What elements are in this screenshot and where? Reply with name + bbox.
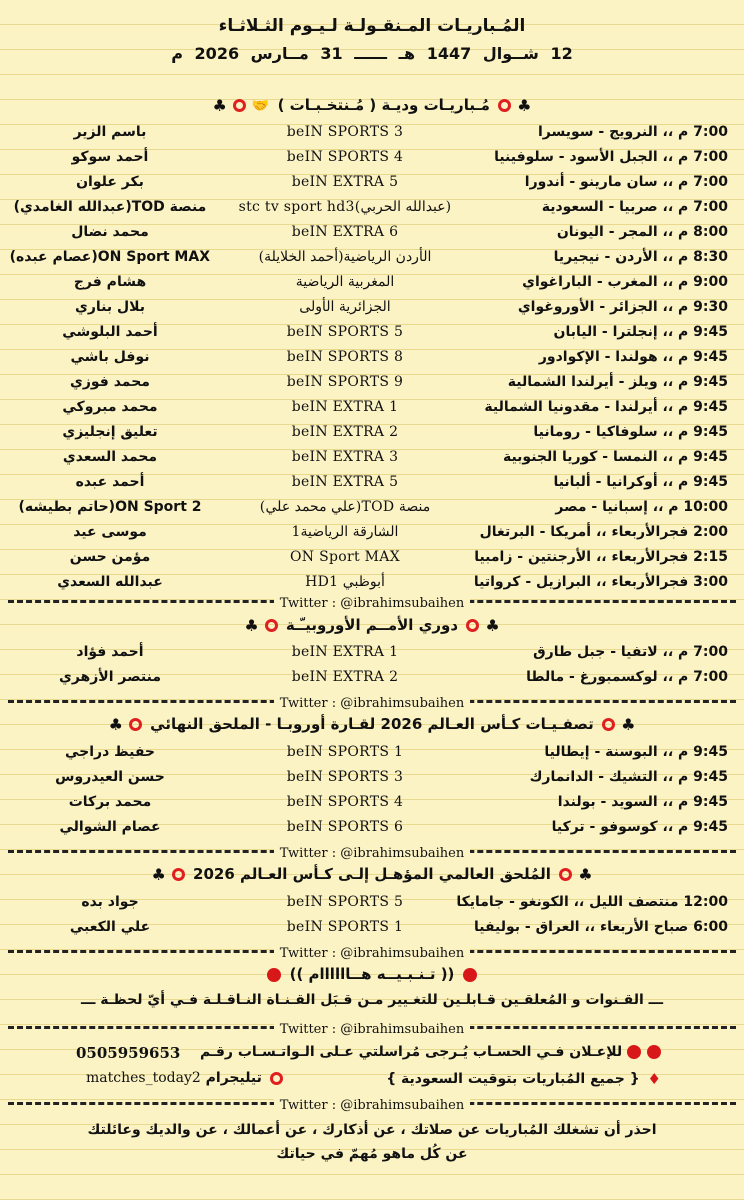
twitter-handle: Twitter : @ibrahimsubaihen [274,846,471,861]
match-cell: 7:00 م ،، الجبل الأسود - سلوفينيا [494,149,728,165]
match-cell: 8:30 م ،، الأردن - نيجيريا [553,249,728,265]
red-dot-icon [627,1045,641,1059]
red-circle-icon [498,99,511,112]
red-circle-icon [270,1072,283,1085]
red-dot-icon [267,968,281,982]
twitter-handle: Twitter : @ibrahimsubaihen [274,1022,471,1037]
red-circle-icon [602,718,615,731]
section-title: تصفـيـات كـأس العـالم 2026 لقـارة أوروبـا - الملحق النهائي [150,715,594,733]
channel-cell: منصة TOD(علي محمد علي) [259,499,431,515]
red-circle-icon [129,718,142,731]
match-cell: 2:15 فجرالأربعاء ،، الأرجنتين - زامبيا [474,549,728,565]
channel-cell: ON Sport MAX [290,549,400,565]
channel-cell: beIN SPORTS 5 [286,324,404,340]
red-dot-icon [647,1045,661,1059]
commentator-cell: ON Sport MAX(عصام عبده) [9,249,210,265]
header-title: المُـباريـات المـنقـولـة لـيـوم الثـلاثـاء [218,16,526,36]
twitter-handle: Twitter : @ibrahimsubaihen [274,1098,471,1113]
commentator-cell: بكر علوان [76,174,144,190]
commentator-cell: محمد السعدي [62,449,158,465]
match-cell: 9:45 م ،، النمسا - كوريا الجنوبية [502,449,728,465]
channel-cell: أبوظبي HD1 [305,574,385,590]
telegram-row [86,1070,286,1086]
channel-cell: beIN SPORTS 1 [286,744,404,760]
notice-text: ـــ القـنوات و المُعلقـين قـابلـين للتغـيير مـن قـبَل القـنـاة النـاقـلـة فـي أيّ لحظـة ـــ [81,992,663,1008]
telegram-handle[interactable]: matches_today2 [86,1070,201,1086]
match-row [0,890,744,915]
match-row [0,395,744,420]
red-circle-icon [466,619,479,632]
red-circle-icon [265,619,278,632]
channel-cell: الشارقة الرياضية1 [291,524,399,540]
commentator-cell: محمد فوزي [70,374,150,390]
twitter-handle: Twitter : @ibrahimsubaihen [274,946,471,961]
match-row [0,915,744,940]
match-cell: 9:45 م ،، ويلز - أيرلندا الشمالية [507,374,728,390]
match-cell: 9:45 م ،، السويد - بولندا [557,794,728,810]
channel-cell: beIN SPORTS 3 [286,124,404,140]
commentator-cell: حفيظ دراجي [64,744,156,760]
match-cell: 10:00 م ،، إسبانيا - مصر [555,499,728,515]
twitter-divider [0,942,744,961]
saudi-time-row [386,1070,664,1088]
club-icon: ♣ [578,865,593,884]
match-row [0,765,744,790]
commentator-cell: محمد مبروكي [62,399,158,415]
section-nations-league-header [0,616,744,635]
match-row [0,145,744,170]
club-icon: ♣ [485,616,500,635]
channel-cell: beIN EXTRA 1 [291,644,399,660]
match-cell: 2:00 فجرالأربعاء ،، أمريكا - البرتغال [479,524,728,540]
match-cell: 9:45 م ،، أوكرانيا - ألبانيا [553,474,728,490]
section-title: مُـباريـات وديـة ( مُـنتخـبـات ) [277,96,490,114]
ads-phone: 0505959653 [76,1044,181,1062]
commentator-cell: باسم الزير [73,124,147,140]
channel-cell: beIN EXTRA 5 [291,174,399,190]
footer-line-2: عن كُل ماهو مُهمّ في حياتك [276,1146,468,1162]
match-row [0,195,744,220]
red-circle-icon [559,868,572,881]
commentator-cell: أحمد فؤاد [76,644,144,660]
match-cell: 3:00 فجرالأربعاء ،، البرازيل - كرواتيا [473,574,728,590]
notice-title-row [0,965,744,983]
red-dot-icon [463,968,477,982]
commentator-cell: محمد بركات [68,794,152,810]
club-icon: ♣ [151,865,166,884]
twitter-divider [0,842,744,861]
red-diamond-icon: ♦ [647,1070,661,1088]
channel-cell: stc tv sport hd3(عبدالله الحربي) [238,199,452,215]
club-icon: ♣ [108,715,123,734]
commentator-cell: جواد بده [81,894,139,910]
section-wc-europe-header [0,715,744,734]
match-row [0,545,744,570]
match-cell: 8:00 م ،، المجر - اليونان [556,224,728,240]
twitter-divider [0,1018,744,1037]
commentator-cell: منصة TOD(عبدالله الغامدي) [13,199,207,215]
channel-cell: beIN SPORTS 6 [286,819,404,835]
commentator-cell: ON Sport 2(حاتم بطيشه) [18,499,202,515]
twitter-divider [0,692,744,711]
commentator-cell: عبدالله السعدي [57,574,163,590]
match-cell: 7:00 م ،، النرويج - سويسرا [538,124,728,140]
channel-cell: المغربية الرياضية [295,274,395,290]
ads-row [200,1044,664,1060]
channel-cell: beIN EXTRA 2 [291,669,399,685]
header-date: 12 شــوال 1447 هـ ــــــ 31 مــارس 2026 م [171,44,573,63]
match-row [0,420,744,445]
club-icon: ♣ [244,616,259,635]
match-row [0,790,744,815]
club-icon: ♣ [621,715,636,734]
twitter-handle: Twitter : @ibrahimsubaihen [274,696,471,711]
club-icon: ♣ [517,96,532,115]
commentator-cell: عصام الشوالي [59,819,161,835]
commentator-cell: أحمد عبده [75,474,145,490]
match-cell: 9:45 م ،، البوسنة - إيطاليا [544,744,728,760]
commentator-cell: تعليق إنجليزي [62,424,158,440]
commentator-cell: منتصر الأزهري [58,669,161,685]
section-title: المُلحق العالمي المؤهـل إلـى كـأس العـالم 2026 [193,865,551,883]
handshake-icon: 🤝 [251,97,270,114]
red-circle-icon [233,99,246,112]
match-cell: 9:45 م ،، أيرلندا - مقدونيا الشمالية [484,399,728,415]
match-row [0,170,744,195]
commentator-cell: بلال بناري [74,299,146,315]
match-row [0,520,744,545]
channel-cell: beIN EXTRA 3 [291,449,399,465]
match-row [0,640,744,665]
match-cell: 9:45 م ،، هولندا - الإكوادور [538,349,728,365]
channel-cell: beIN SPORTS 9 [286,374,404,390]
match-row [0,665,744,690]
ads-text: للإعـلان فـي الحسـاب يُـرجى مُراسلتي عـلى الـواتـسـاب رقـم [199,1044,623,1060]
commentator-cell: أحمد سوكو [71,149,149,165]
match-cell: 12:00 منتصف الليل ،، الكونغو - جامايكا [456,894,728,910]
match-cell: 9:30 م ،، الجزائر - الأوروغواي [517,299,728,315]
twitter-handle: Twitter : @ibrahimsubaihen [274,596,471,611]
match-cell: 9:45 م ،، التشيك - الدانمارك [529,769,728,785]
match-cell: 9:45 م ،، إنجلترا - اليابان [553,324,728,340]
match-cell: 7:00 م ،، سان مارينو - أندورا [524,174,728,190]
match-row [0,495,744,520]
match-row [0,815,744,840]
match-cell: 9:45 م ،، سلوفاكيا - رومانيا [533,424,728,440]
match-row [0,470,744,495]
channel-cell: beIN SPORTS 4 [286,149,404,165]
channel-cell: beIN SPORTS 5 [286,894,404,910]
twitter-divider [0,592,744,611]
match-row [0,320,744,345]
commentator-cell: موسى عيد [73,524,147,540]
commentator-cell: حسن العيدروس [55,769,165,785]
match-row [0,220,744,245]
match-row [0,120,744,145]
match-row [0,345,744,370]
channel-cell: beIN EXTRA 1 [291,399,399,415]
match-row [0,370,744,395]
match-row [0,445,744,470]
commentator-cell: نوفل باشي [70,349,150,365]
match-cell: 7:00 م ،، لوكسمبورغ - مالطا [526,669,728,685]
commentator-cell: مؤمن حسن [69,549,151,565]
match-row [0,740,744,765]
channel-cell: beIN EXTRA 2 [291,424,399,440]
club-icon: ♣ [212,96,227,115]
notice-title: (( تـنـبـيــه هــاااااام )) [289,965,455,983]
twitter-divider [0,1094,744,1113]
footer-line-1: احذر أن تشغلك المُباريات عن صلاتك ، عن أذكارك ، عن أعمالك ، عن والديك وعائلتك [87,1122,657,1138]
match-cell: 9:00 م ،، المغرب - الباراغواي [522,274,728,290]
channel-cell: beIN EXTRA 5 [291,474,399,490]
channel-cell: beIN SPORTS 3 [286,769,404,785]
match-cell: 9:45 م ،، كوسوفو - تركيا [551,819,728,835]
match-cell: 6:00 صباح الأربعاء ،، العراق - بوليفيا [473,919,728,935]
section-friendlies-header [0,96,744,115]
channel-cell: beIN SPORTS 1 [286,919,404,935]
channel-cell: beIN EXTRA 6 [291,224,399,240]
commentator-cell: أحمد البلوشي [62,324,158,340]
red-circle-icon [172,868,185,881]
section-title: دوري الأمــم الأوروبيـّـة [285,616,459,634]
match-cell: 7:00 م ،، صربيا - السعودية [541,199,728,215]
channel-cell: beIN SPORTS 4 [286,794,404,810]
channel-cell: الأردن الرياضية(أحمد الخلايلة) [258,249,432,265]
channel-cell: الجزائرية الأولى [299,299,391,315]
channel-cell: beIN SPORTS 8 [286,349,404,365]
match-cell: 7:00 م ،، لاتفيا - جبل طارق [533,644,728,660]
telegram-label: تيليجرام [205,1070,262,1086]
match-row [0,245,744,270]
match-row [0,295,744,320]
match-row [0,270,744,295]
commentator-cell: محمد نضال [71,224,149,240]
commentator-cell: علي الكعبي [69,919,151,935]
section-wc-playoff-header [0,865,744,884]
saudi-time-note: { جميع المُباريات بتوقيت السعودية } [386,1071,640,1087]
commentator-cell: هشام فرج [73,274,147,290]
